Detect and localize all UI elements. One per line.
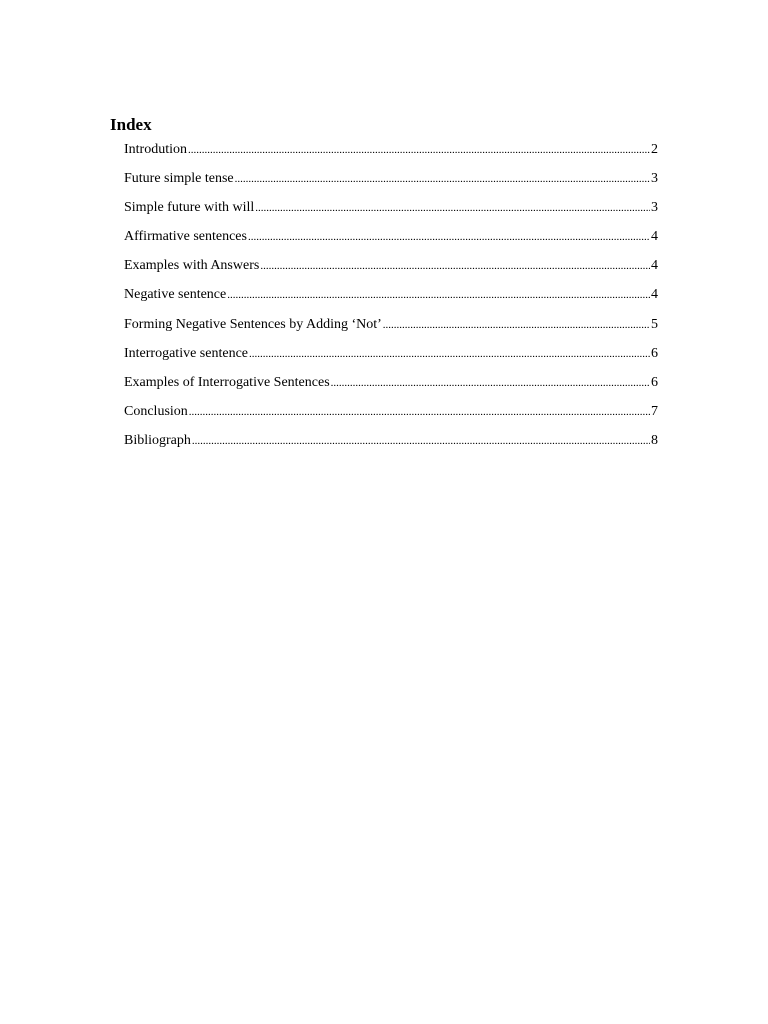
index-heading: Index [110,115,152,134]
toc-page-number: 3 [651,200,658,216]
toc-page-number: 6 [651,374,658,390]
toc-entry-label: Future simple tense [124,171,234,187]
toc-entry-label: Forming Negative Sentences by Adding ‘Not’ [124,316,382,332]
toc-entry-forming-negative-sentences[interactable] [124,316,658,334]
toc-entry-examples-with-answers[interactable] [124,257,658,275]
toc-entry-conclusion[interactable] [124,403,658,421]
toc-dot-leader [255,199,650,217]
toc-entry-simple-future-with-will[interactable] [124,199,658,217]
toc-entry-label: Affirmative sentences [124,229,247,245]
toc-entry-label: Simple future with will [124,200,255,216]
toc-entry-label: Examples of Interrogative Sentences [124,374,330,390]
toc-dot-leader [188,141,650,159]
toc-dot-leader [260,257,650,275]
toc-page-number: 6 [651,345,658,361]
toc-entry-bibliograph[interactable] [124,432,658,450]
toc-dot-leader [248,228,650,246]
toc-entry-label: Conclusion [124,403,188,419]
toc-dot-leader [235,170,650,188]
toc-entry-examples-of-interrogative-sentences[interactable] [124,374,658,392]
toc-entry-future-simple-tense[interactable] [124,170,658,188]
toc-entry-label: Introdution [124,142,187,157]
toc-entry-negative-sentence[interactable] [124,286,658,304]
toc-page-number: 2 [651,142,658,157]
toc-list [110,141,658,450]
toc-entry-interrogative-sentence[interactable] [124,345,658,363]
toc-dot-leader [192,432,650,450]
toc-page-number: 4 [651,287,658,303]
toc-dot-leader [249,345,650,363]
toc-page-number: 5 [651,316,658,332]
toc-entry-label: Negative sentence [124,287,227,303]
toc-entry-label: Bibliograph [124,432,191,448]
toc-page-number: 3 [651,171,658,187]
toc-entry-affirmative-sentences[interactable] [124,228,658,246]
toc-page-number: 8 [651,432,658,448]
toc-dot-leader [189,403,650,421]
toc-entry-label: Examples with Answers [124,258,260,274]
toc-page-number: 7 [651,403,658,419]
toc-entry-label: Interrogative sentence [124,345,248,361]
toc-dot-leader [383,316,650,334]
toc-entry-introdution[interactable] [124,141,658,159]
toc-page-number: 4 [651,258,658,274]
toc-dot-leader [227,286,650,304]
table-of-contents [110,114,658,461]
toc-page-number: 4 [651,229,658,245]
toc-dot-leader [331,374,650,392]
